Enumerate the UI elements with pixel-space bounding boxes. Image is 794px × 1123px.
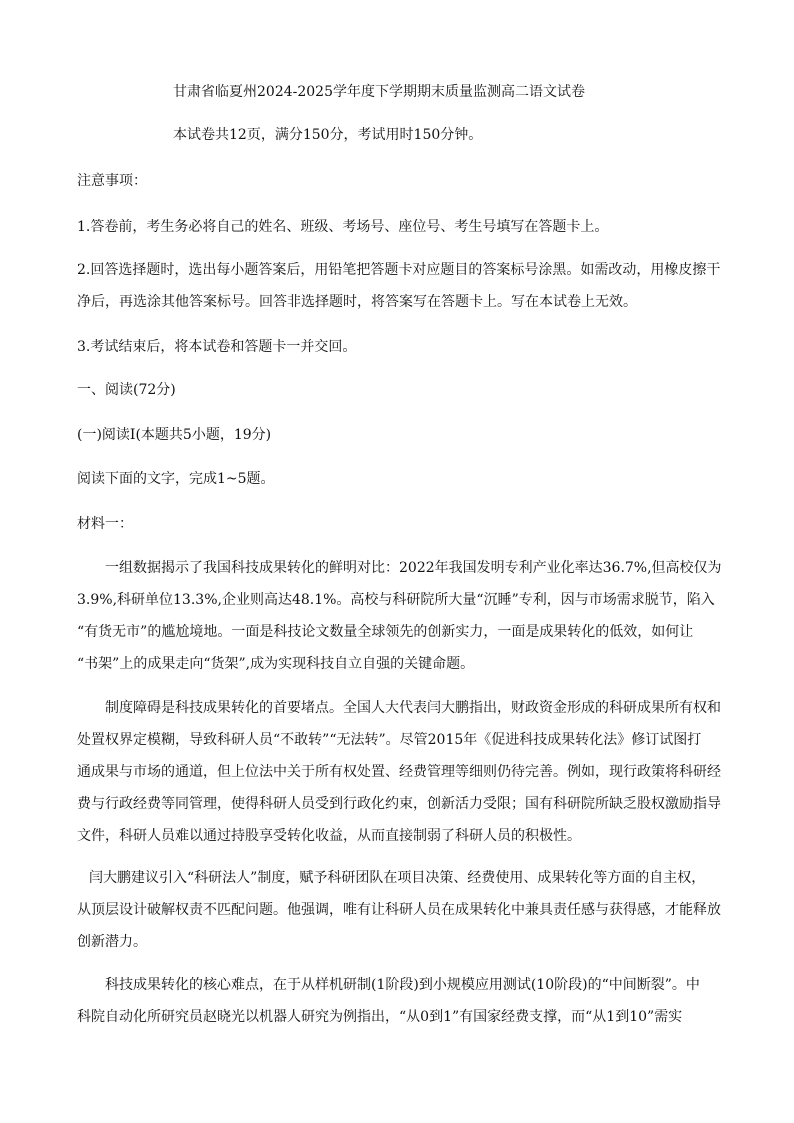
paragraph-4-line: 科院自动化所研究员赵晓光以机器人研究为例指出，“从0到1”有国家经费支撑，而“从1到10”需实 — [77, 1009, 683, 1025]
paragraph-3-line: 创新潜力。 — [77, 934, 147, 950]
paragraph-2-line: 制度障碍是科技成果转化的首要堵点。全国人大代表闫大鹏指出，财政资金形成的科研成果所有权和 — [105, 700, 721, 716]
note-item-3: 3.考试结束后，将本试卷和答题卡一并交回。 — [77, 339, 357, 355]
note-item-1: 1.答卷前，考生务必将自己的姓名、班级、考场号、座位号、考生号填写在答题卡上。 — [77, 219, 609, 235]
paragraph-2-line: 文件，科研人员难以通过持股享受转化收益，从而直接制弱了科研人员的积极性。 — [77, 828, 581, 844]
paragraph-2-line: 费与行政经费等同管理，使得科研人员受到行政化约束，创新活力受限；国有科研院所缺乏股权激励指导 — [77, 796, 721, 812]
paragraph-2-line: 处置权界定模糊，导致科研人员“不敢转”“无法转”。尽管2015年《促进科技成果转化法》修订试图打 — [77, 732, 702, 748]
material-label: 材料一： — [77, 516, 133, 532]
note-item-2-line-2: 净后，再选涂其他答案标号。回答非选择题时，将答案写在答题卡上。写在本试卷上无效。 — [77, 294, 637, 310]
note-item-2-line-1: 2.回答选择题时，选出每小题答案后，用铅笔把答题卡对应题目的答案标号涂黑。如需改动，用橡皮擦干 — [77, 262, 721, 278]
reading-instruction: 阅读下面的文字，完成1~5题。 — [77, 471, 275, 487]
section-heading: 一、阅读(72分) — [77, 382, 176, 398]
paragraph-3-line: 闫大鹏建议引入“科研法人”制度，赋予科研团队在项目决策、经费使用、成果转化等方面的自主权， — [89, 870, 706, 886]
paragraph-4-line: 科技成果转化的核心难点，在于从样机研制(1阶段)到小规模应用测试(10阶段)的“中间断裂”。中 — [105, 977, 700, 993]
paragraph-1-line: “有货无市”的尴尬境地。一面是科技论文数量全球领先的创新实力，一面是成果转化的低效，如何让 — [77, 624, 694, 640]
exam-info: 本试卷共12页，满分150分，考试用时150分钟。 — [173, 127, 483, 143]
paragraph-1-line: 3.9%,科研单位13.3%,企业则高达48.1%。高校与科研院所大量“沉睡”专利，因与市场需求脱节，陷入 — [77, 592, 715, 608]
paragraph-3-line: 从顶层设计破解权责不匹配问题。他强调，唯有让科研人员在成果转化中兼具责任感与获得感，才能释放 — [77, 902, 721, 918]
paragraph-2-line: 通成果与市场的通道，但上位法中关于所有权处置、经费管理等细则仍待完善。例如，现行政策将科研经 — [77, 764, 721, 780]
paragraph-1-line: “书架”上的成果走向“货架”,成为实现科技自立自强的关键命题。 — [77, 656, 475, 672]
notes-heading: 注意事项： — [77, 173, 147, 189]
paragraph-1-line: 一组数据揭示了我国科技成果转化的鲜明对比：2022年我国发明专利产业化率达36.7%,但高校仅为 — [105, 560, 722, 576]
subsection-heading: (一)阅读Ⅰ(本题共5小题，19分) — [77, 427, 272, 443]
page-title: 甘肃省临夏州2024-2025学年度下学期期末质量监测高二语文试卷 — [173, 84, 585, 100]
